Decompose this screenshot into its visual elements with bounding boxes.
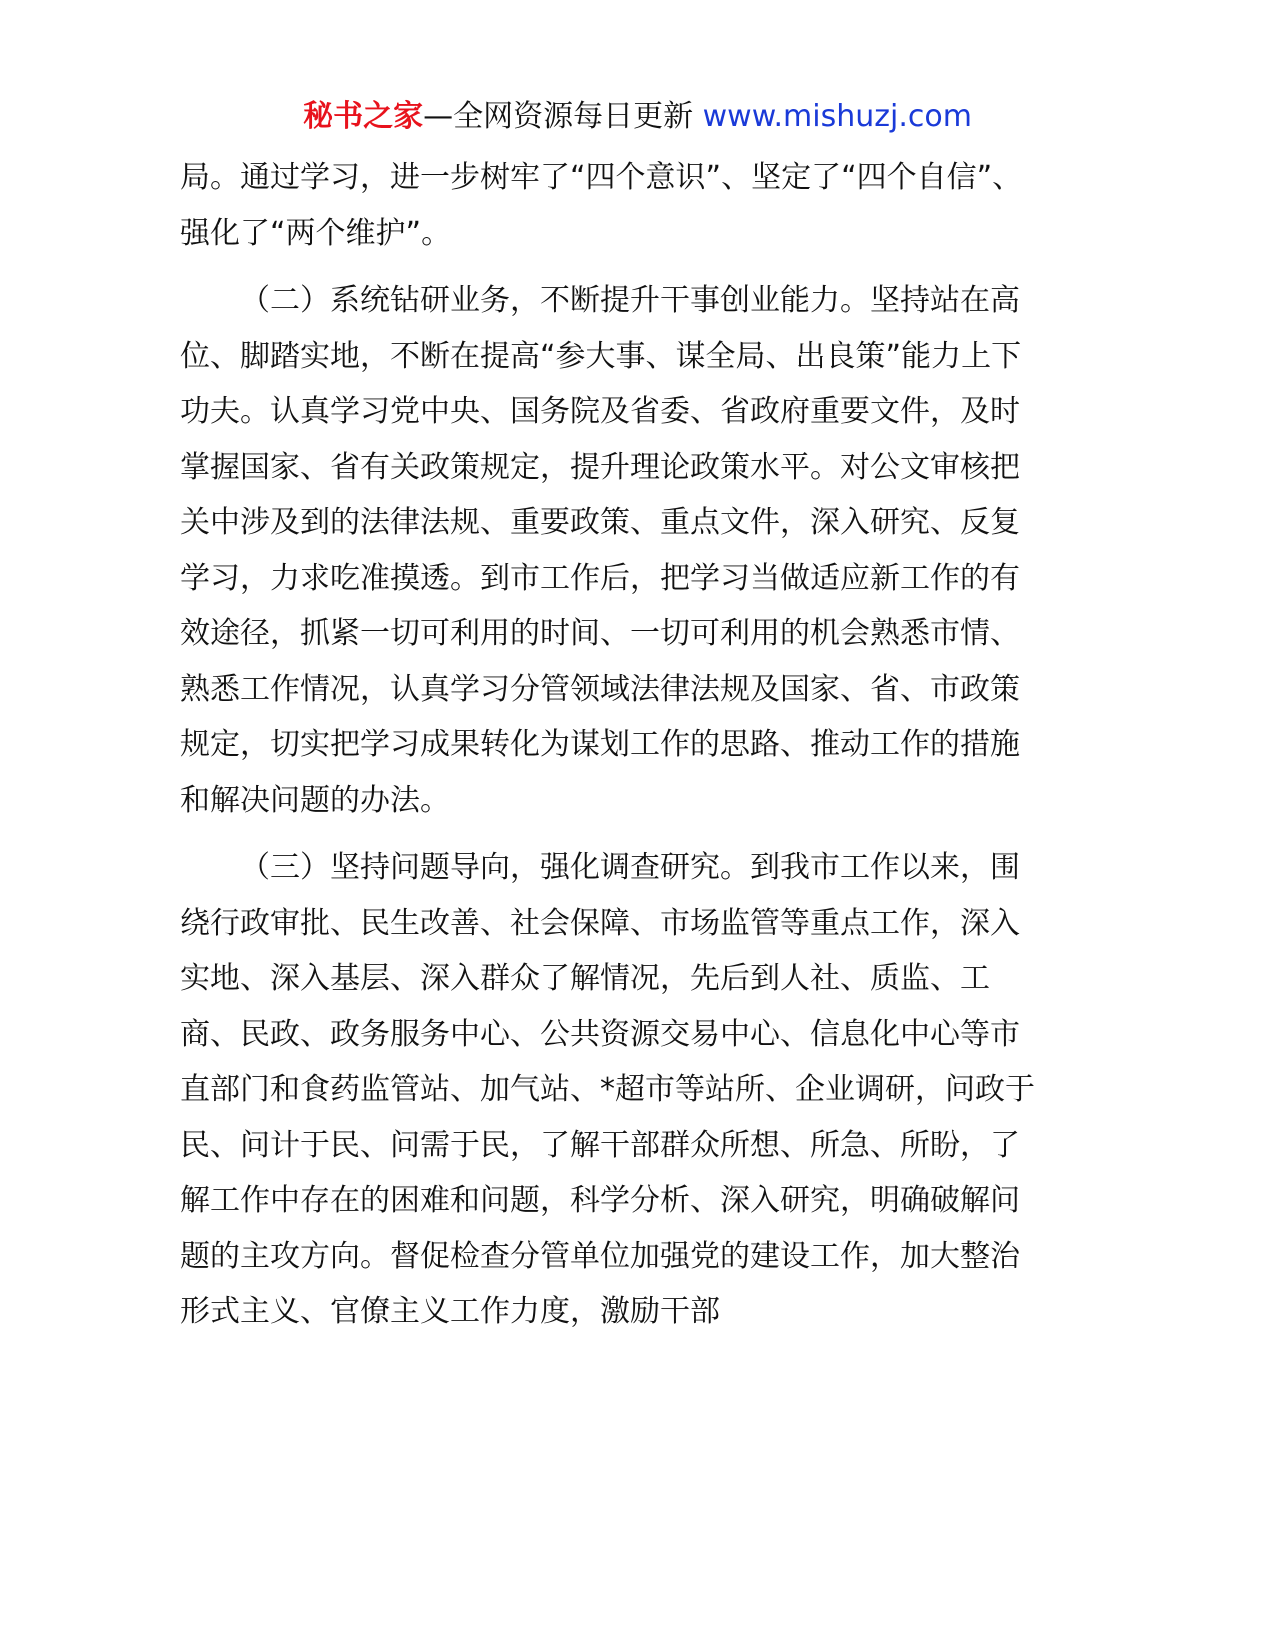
site-url-link[interactable]: www.mishuzj.com <box>702 99 972 134</box>
document-body <box>180 150 1040 1340</box>
site-brand: 秘书之家 <box>303 99 424 134</box>
site-tagline: —全网资源每日更新 <box>423 99 694 134</box>
site-header <box>0 97 1275 137</box>
paragraph-section-3: （三）坚持问题导向，强化调查研究。到我市工作以来，围绕行政审批、民生改善、社会保障、市场监管等重点工作，深入实地、深入基层、深入群众了解情况，先后到人社、质监、工商、民政、政务服务中心、公共资源交易中心、信息化中心等市直部门和食药监管站、加气站、*超市等站所、企业调研，问政于民、问计于民、问需于民，了解干部群众所想、所急、所盼，了解工作中存在的困难和问题，科学分析、深入研究，明确破解问题的主攻方向。督促检查分管单位加强党的建设工作，加大整治形式主义、官僚主义工作力度，激励干部 <box>180 850 1035 1329</box>
paragraph-section-2: （二）系统钻研业务，不断提升干事创业能力。坚持站在高位、脚踏实地，不断在提高“参大事、谋全局、出良策”能力上下功夫。认真学习党中央、国务院及省委、省政府重要文件，及时掌握国家、省有关政策规定，提升理论政策水平。对公文审核把关中涉及到的法律法规、重要政策、重点文件，深入研究、反复学习，力求吃准摸透。到市工作后，把学习当做适应新工作的有效途径，抓紧一切可利用的时间、一切可利用的机会熟悉市情、熟悉工作情况，认真学习分管领域法律法规及国家、省、市政策规定，切实把学习成果转化为谋划工作的思路、推动工作的措施和解决问题的办法。 <box>180 283 1022 818</box>
paragraph-continuation: 局。通过学习，进一步树牢了“四个意识”、坚定了“四个自信”、强化了“两个维护”。 <box>180 160 1023 251</box>
